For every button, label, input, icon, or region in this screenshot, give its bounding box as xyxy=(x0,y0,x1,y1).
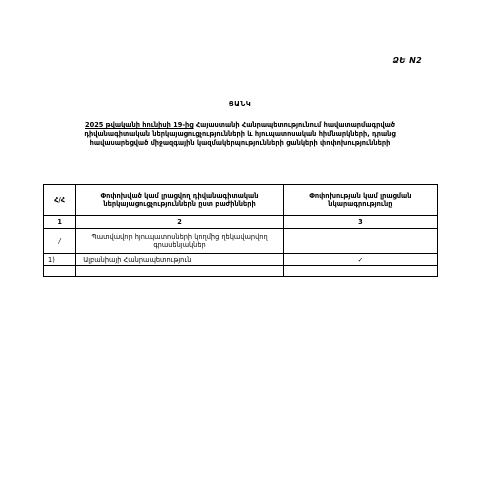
subtitle-body: Հայաստանի Հանրապետությունում հավատարմագրված դիվանագիտական ներկայացուցչությունների և հյուպատոսական հիմնարկների, դրանց հավասարեցված միջազգային կազմակերպությունների ցանկերի փոփոխությունների xyxy=(84,121,396,147)
group-row xyxy=(44,229,438,254)
form-number: ՁԵ N2 xyxy=(392,56,422,65)
group-change xyxy=(283,229,437,254)
empty-cell xyxy=(76,266,284,277)
document-title: ՑԱՆԿ xyxy=(228,100,252,108)
empty-cell xyxy=(44,266,76,277)
header-section: Փոփոխված կամ լրացվող դիվանագիտական ներկայացուցչություններն ըստ բաժինների xyxy=(76,185,284,216)
group-number: / xyxy=(44,229,76,254)
checkmark-icon: ✓ xyxy=(283,254,437,266)
index-cell-1: 1 xyxy=(44,216,76,229)
document-subtitle xyxy=(72,121,408,148)
column-index-row xyxy=(44,216,438,229)
table-row xyxy=(44,254,438,266)
empty-cell xyxy=(283,266,437,277)
header-change: Փոփոխության կամ լրացման նկարագրությունը xyxy=(283,185,437,216)
header-number: Հ/Հ xyxy=(44,185,76,216)
index-cell-2: 2 xyxy=(76,216,284,229)
entry-number: 1) xyxy=(44,254,76,266)
entry-section: Ալբանիայի Հանրապետություն xyxy=(76,254,284,266)
changes-table xyxy=(43,184,438,277)
table-header-row xyxy=(44,185,438,216)
index-cell-3: 3 xyxy=(283,216,437,229)
group-section: Պատվավոր հյուպատոսների կողմից ղեկավարվող գրասենյակներ xyxy=(76,229,284,254)
empty-row xyxy=(44,266,438,277)
subtitle-date: 2025 թվականի հունիսի 19-ից xyxy=(85,121,194,129)
